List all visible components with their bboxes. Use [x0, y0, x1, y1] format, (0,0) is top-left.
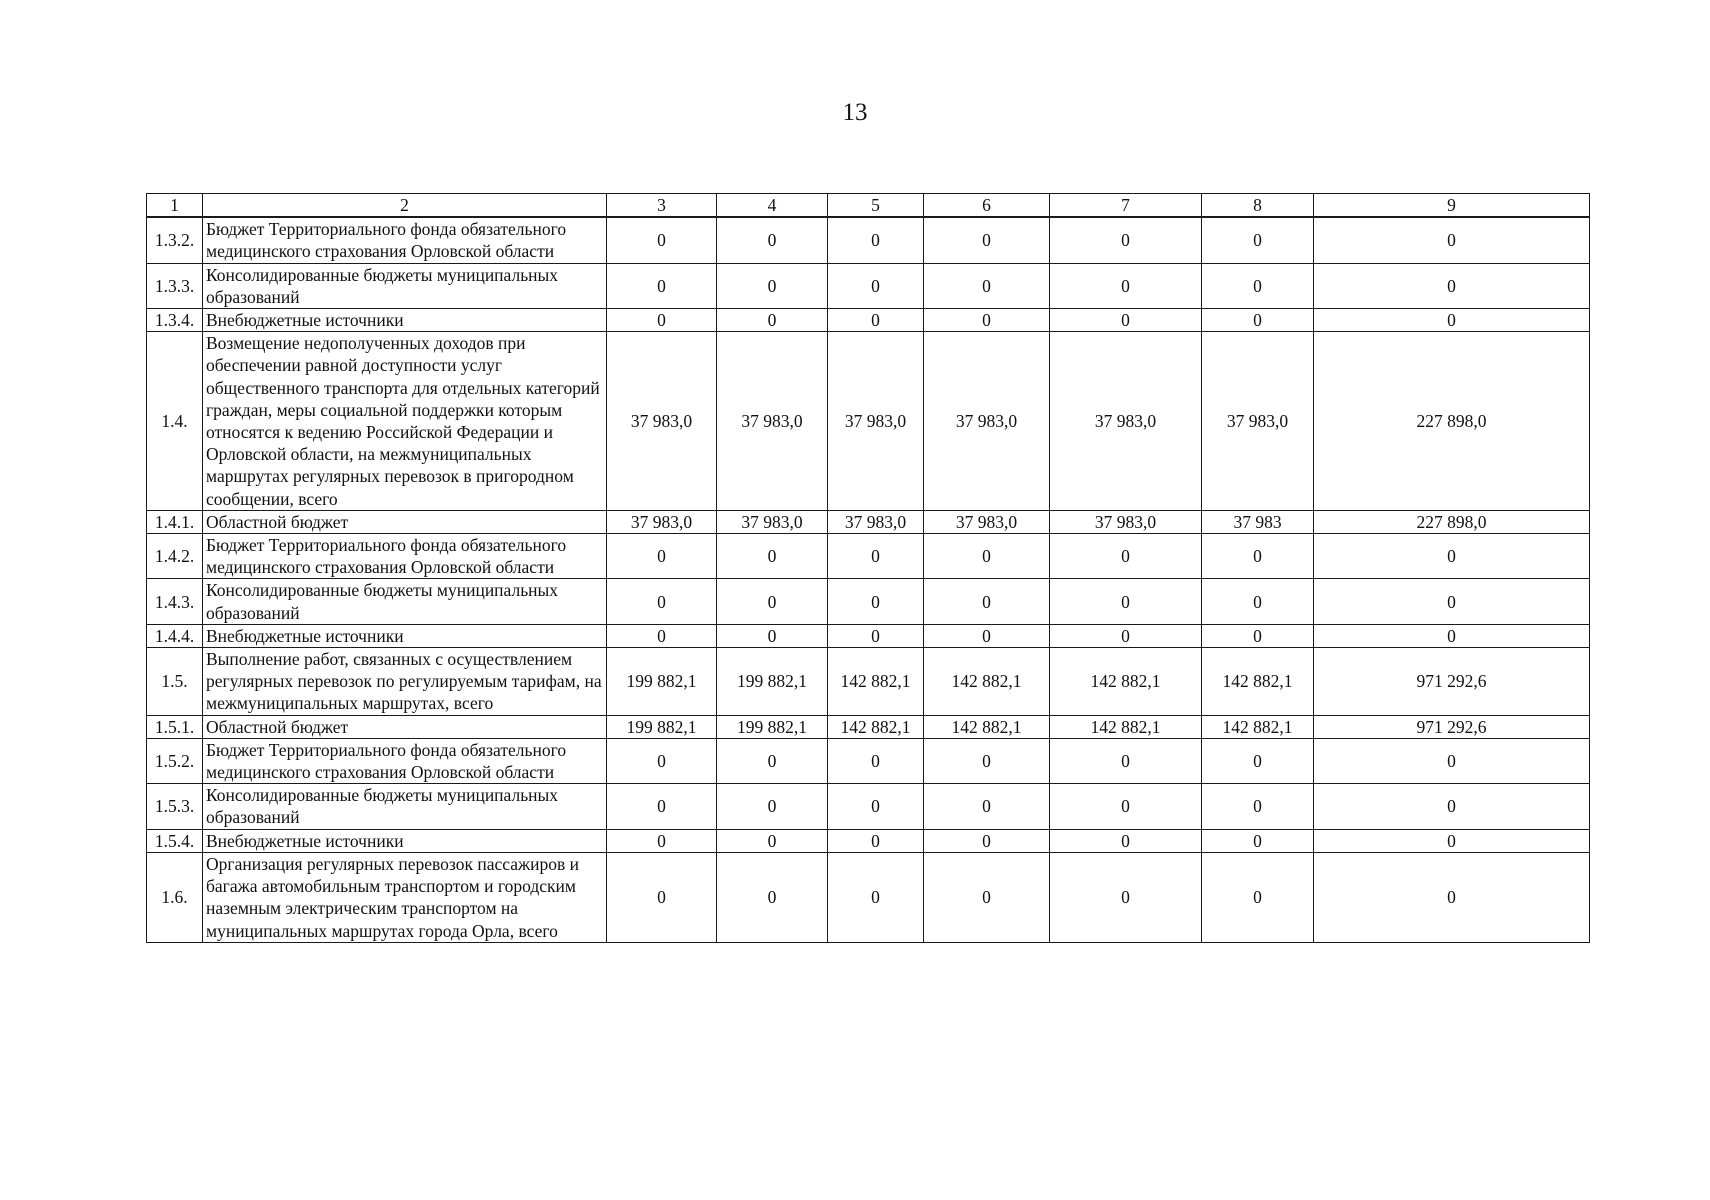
- row-number: 1.3.3.: [147, 263, 203, 308]
- value-cell: 37 983,0: [1202, 332, 1314, 511]
- value-cell: 142 882,1: [924, 715, 1050, 738]
- table-row: [147, 510, 1590, 533]
- value-cell: 142 882,1: [924, 648, 1050, 716]
- row-name: Консолидированные бюджеты муниципальных образований: [203, 263, 607, 308]
- value-cell: 227 898,0: [1314, 510, 1590, 533]
- row-name: Внебюджетные источники: [203, 624, 607, 647]
- row-number: 1.3.2.: [147, 217, 203, 263]
- value-cell: 0: [1050, 852, 1202, 942]
- value-cell: 0: [828, 829, 924, 852]
- value-cell: 0: [1314, 217, 1590, 263]
- value-cell: 37 983,0: [607, 510, 717, 533]
- value-cell: 971 292,6: [1314, 648, 1590, 716]
- column-header: 4: [717, 194, 828, 218]
- value-cell: 0: [924, 829, 1050, 852]
- row-name: Бюджет Территориального фонда обязательного медицинского страхования Орловской области: [203, 534, 607, 579]
- value-cell: 0: [1314, 829, 1590, 852]
- value-cell: 0: [1314, 579, 1590, 624]
- value-cell: 0: [1202, 217, 1314, 263]
- value-cell: 199 882,1: [717, 648, 828, 716]
- value-cell: 0: [607, 738, 717, 783]
- column-header: 2: [203, 194, 607, 218]
- value-cell: 0: [607, 217, 717, 263]
- table-row: [147, 715, 1590, 738]
- value-cell: 0: [924, 309, 1050, 332]
- table-row: [147, 829, 1590, 852]
- value-cell: 227 898,0: [1314, 332, 1590, 511]
- page-number: 13: [842, 99, 868, 126]
- row-name: Организация регулярных перевозок пассажиров и багажа автомобильным транспортом и городским наземным электрическим транспортом на муниципальных маршрутах города Орла, всего: [203, 852, 607, 942]
- row-name: Бюджет Территориального фонда обязательного медицинского страхования Орловской области: [203, 217, 607, 263]
- column-header: 3: [607, 194, 717, 218]
- value-cell: 0: [828, 263, 924, 308]
- value-cell: 0: [828, 534, 924, 579]
- row-number: 1.5.1.: [147, 715, 203, 738]
- value-cell: 0: [828, 784, 924, 829]
- value-cell: 0: [1314, 309, 1590, 332]
- row-number: 1.3.4.: [147, 309, 203, 332]
- table-row: [147, 217, 1590, 263]
- value-cell: 0: [1050, 624, 1202, 647]
- value-cell: 0: [717, 309, 828, 332]
- row-number: 1.4.2.: [147, 534, 203, 579]
- column-header: 7: [1050, 194, 1202, 218]
- value-cell: 37 983,0: [828, 332, 924, 511]
- column-header: 9: [1314, 194, 1590, 218]
- table-row: [147, 784, 1590, 829]
- value-cell: 0: [924, 852, 1050, 942]
- row-name: Консолидированные бюджеты муниципальных образований: [203, 579, 607, 624]
- column-header: 6: [924, 194, 1050, 218]
- value-cell: 0: [607, 579, 717, 624]
- table-row: [147, 852, 1590, 942]
- value-cell: 0: [828, 217, 924, 263]
- value-cell: 0: [607, 784, 717, 829]
- value-cell: 0: [607, 263, 717, 308]
- row-number: 1.5.4.: [147, 829, 203, 852]
- value-cell: 0: [924, 624, 1050, 647]
- row-name: Выполнение работ, связанных с осуществлением регулярных перевозок по регулируемым тарифам, на межмуниципальных маршрутах, всего: [203, 648, 607, 716]
- column-header: 1: [147, 194, 203, 218]
- row-number: 1.4.3.: [147, 579, 203, 624]
- row-name: Внебюджетные источники: [203, 309, 607, 332]
- value-cell: 0: [1202, 784, 1314, 829]
- value-cell: 0: [828, 624, 924, 647]
- value-cell: 37 983,0: [828, 510, 924, 533]
- value-cell: 0: [924, 263, 1050, 308]
- value-cell: 0: [717, 852, 828, 942]
- value-cell: 0: [1050, 309, 1202, 332]
- value-cell: 0: [607, 309, 717, 332]
- table-row: [147, 332, 1590, 511]
- row-number: 1.5.3.: [147, 784, 203, 829]
- header-row: [147, 194, 1590, 218]
- row-name: Бюджет Территориального фонда обязательного медицинского страхования Орловской области: [203, 738, 607, 783]
- table-row: [147, 738, 1590, 783]
- value-cell: 142 882,1: [828, 715, 924, 738]
- value-cell: 199 882,1: [607, 715, 717, 738]
- value-cell: 0: [924, 217, 1050, 263]
- value-cell: 0: [607, 534, 717, 579]
- row-number: 1.4.4.: [147, 624, 203, 647]
- value-cell: 0: [924, 579, 1050, 624]
- row-name: Областной бюджет: [203, 510, 607, 533]
- column-header: 5: [828, 194, 924, 218]
- value-cell: 142 882,1: [828, 648, 924, 716]
- value-cell: 37 983,0: [924, 332, 1050, 511]
- value-cell: 0: [717, 738, 828, 783]
- value-cell: 0: [717, 579, 828, 624]
- column-header: 8: [1202, 194, 1314, 218]
- value-cell: 0: [1202, 624, 1314, 647]
- value-cell: 0: [717, 829, 828, 852]
- value-cell: 142 882,1: [1050, 715, 1202, 738]
- value-cell: 37 983,0: [1050, 332, 1202, 511]
- value-cell: 0: [607, 852, 717, 942]
- budget-table: [146, 193, 1590, 943]
- row-name: Областной бюджет: [203, 715, 607, 738]
- value-cell: 0: [924, 784, 1050, 829]
- table-row: [147, 534, 1590, 579]
- row-name: Возмещение недополученных доходов при обеспечении равной доступности услуг общественного транспорта для отдельных категорий граждан, меры социальной поддержки которым относятся к ведению Российской Федерации и Орловской области, на межмуниципальных маршрутах регулярных перевозок в пригородном сообщении, всего: [203, 332, 607, 511]
- table-row: [147, 309, 1590, 332]
- value-cell: 0: [607, 624, 717, 647]
- value-cell: 0: [1314, 784, 1590, 829]
- value-cell: 142 882,1: [1202, 648, 1314, 716]
- value-cell: 0: [924, 738, 1050, 783]
- table-row: [147, 579, 1590, 624]
- value-cell: 199 882,1: [717, 715, 828, 738]
- value-cell: 142 882,1: [1202, 715, 1314, 738]
- row-number: 1.5.2.: [147, 738, 203, 783]
- value-cell: 0: [924, 534, 1050, 579]
- value-cell: 0: [1050, 784, 1202, 829]
- value-cell: 37 983,0: [924, 510, 1050, 533]
- value-cell: 0: [1202, 738, 1314, 783]
- value-cell: 0: [717, 784, 828, 829]
- value-cell: 0: [1202, 852, 1314, 942]
- value-cell: 0: [717, 263, 828, 308]
- row-name: Внебюджетные источники: [203, 829, 607, 852]
- value-cell: 37 983,0: [717, 332, 828, 511]
- value-cell: 0: [1314, 263, 1590, 308]
- table-row: [147, 263, 1590, 308]
- value-cell: 971 292,6: [1314, 715, 1590, 738]
- table-row: [147, 648, 1590, 716]
- value-cell: 0: [607, 829, 717, 852]
- value-cell: 0: [828, 852, 924, 942]
- row-number: 1.4.: [147, 332, 203, 511]
- value-cell: 0: [1050, 738, 1202, 783]
- value-cell: 0: [1050, 829, 1202, 852]
- value-cell: 0: [1202, 579, 1314, 624]
- value-cell: 0: [1314, 624, 1590, 647]
- value-cell: 0: [1050, 534, 1202, 579]
- table-row: [147, 624, 1590, 647]
- value-cell: 37 983,0: [1050, 510, 1202, 533]
- value-cell: 0: [1050, 217, 1202, 263]
- value-cell: 0: [1050, 579, 1202, 624]
- value-cell: 0: [1202, 263, 1314, 308]
- value-cell: 0: [1314, 534, 1590, 579]
- row-number: 1.6.: [147, 852, 203, 942]
- value-cell: 0: [828, 738, 924, 783]
- value-cell: 0: [1314, 738, 1590, 783]
- value-cell: 0: [717, 624, 828, 647]
- value-cell: 37 983,0: [607, 332, 717, 511]
- value-cell: 0: [828, 309, 924, 332]
- value-cell: 0: [1202, 829, 1314, 852]
- value-cell: 0: [1314, 852, 1590, 942]
- value-cell: 0: [717, 217, 828, 263]
- value-cell: 0: [1050, 263, 1202, 308]
- value-cell: 199 882,1: [607, 648, 717, 716]
- value-cell: 0: [1202, 309, 1314, 332]
- value-cell: 0: [1202, 534, 1314, 579]
- value-cell: 0: [717, 534, 828, 579]
- row-name: Консолидированные бюджеты муниципальных образований: [203, 784, 607, 829]
- row-number: 1.4.1.: [147, 510, 203, 533]
- value-cell: 37 983: [1202, 510, 1314, 533]
- value-cell: 37 983,0: [717, 510, 828, 533]
- value-cell: 0: [828, 579, 924, 624]
- value-cell: 142 882,1: [1050, 648, 1202, 716]
- row-number: 1.5.: [147, 648, 203, 716]
